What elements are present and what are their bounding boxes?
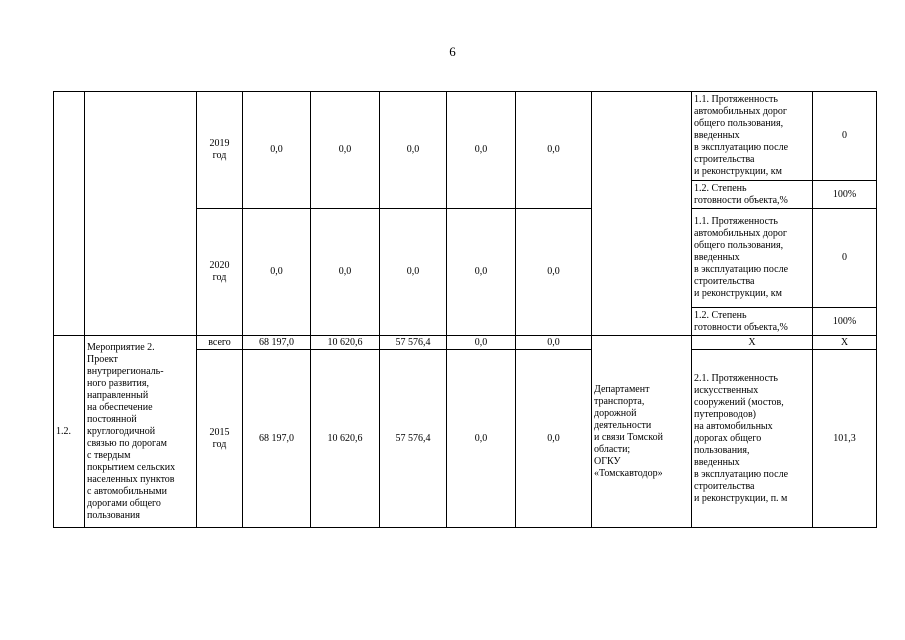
value-cell: 0,0 <box>380 209 447 336</box>
number-cell-prev <box>54 92 85 336</box>
table-row-2019-indicator-1 <box>54 92 877 181</box>
indicator-value-cell: 0 <box>813 92 877 181</box>
executor-cell: Департамент транспорта, дорожной деятельности и связи Томской области; ОГКУ «Томскавтодор» <box>592 336 692 528</box>
value-cell: 0,0 <box>447 92 516 209</box>
value-cell: 0,0 <box>311 92 380 209</box>
value-cell: 0,0 <box>380 92 447 209</box>
value-cell: 0,0 <box>447 350 516 528</box>
total-label-cell: всего <box>197 336 243 350</box>
value-cell: 0,0 <box>447 336 516 350</box>
indicator-value-cell: 101,3 <box>813 350 877 528</box>
program-table <box>53 91 877 528</box>
indicator-value-cell: Х <box>813 336 877 350</box>
value-cell: 0,0 <box>243 92 311 209</box>
value-cell: 0,0 <box>447 209 516 336</box>
measure-title-cell: Мероприятие 2. Проект внутрирегиональ- ного развития, направленный на обеспечение постоянной круглогодичной связью по дорогам с твердым покрытием сельских населенных пунктов с автомобильными дорогами общего пользования <box>85 336 197 528</box>
indicator-cell: 1.1. Протяженность автомобильных дорог общего пользования, введенных в эксплуатацию после строительства и реконструкции, км <box>692 209 813 308</box>
year-cell-2020: 2020 год <box>197 209 243 336</box>
page-number: 6 <box>449 44 456 59</box>
indicator-cell: 1.2. Степень готовности объекта,% <box>692 181 813 209</box>
value-cell: 0,0 <box>516 336 592 350</box>
value-cell: 0,0 <box>516 350 592 528</box>
value-cell: 0,0 <box>516 209 592 336</box>
value-cell: 57 576,4 <box>380 336 447 350</box>
executor-cell-prev <box>592 92 692 336</box>
value-cell: 68 197,0 <box>243 336 311 350</box>
value-cell: 10 620,6 <box>311 350 380 528</box>
value-cell: 0,0 <box>311 209 380 336</box>
indicator-value-cell: 100% <box>813 181 877 209</box>
indicator-value-cell: 0 <box>813 209 877 308</box>
indicator-cell: 1.1. Протяженность автомобильных дорог общего пользования, введенных в эксплуатацию после строительства и реконструкции, км <box>692 92 813 181</box>
measure-number-cell: 1.2. <box>54 336 85 528</box>
indicator-cell: Х <box>692 336 813 350</box>
year-cell-2015: 2015 год <box>197 350 243 528</box>
value-cell: 57 576,4 <box>380 350 447 528</box>
measure-cell-prev <box>85 92 197 336</box>
indicator-cell: 2.1. Протяженность искусственных сооружений (мостов, путепроводов) на автомобильных дорогах общего пользования, введенных в эксплуатацию после строительства и реконструкции, п. м <box>692 350 813 528</box>
year-cell-2019: 2019 год <box>197 92 243 209</box>
value-cell: 0,0 <box>243 209 311 336</box>
value-cell: 10 620,6 <box>311 336 380 350</box>
table-row-measure-total <box>54 336 877 350</box>
indicator-cell: 1.2. Степень готовности объекта,% <box>692 308 813 336</box>
indicator-value-cell: 100% <box>813 308 877 336</box>
value-cell: 0,0 <box>516 92 592 209</box>
value-cell: 68 197,0 <box>243 350 311 528</box>
